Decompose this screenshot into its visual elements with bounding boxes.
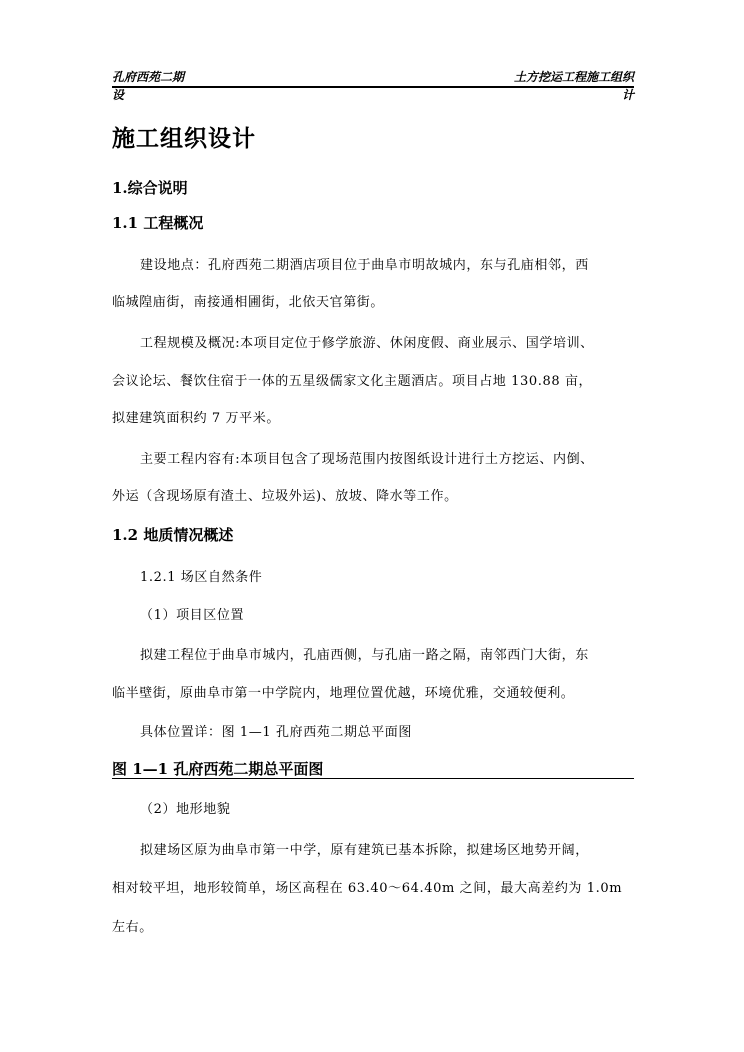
header-left-line2: 设 — [112, 88, 125, 102]
figure-caption: 图 1—1 孔府西苑二期总平面图 — [112, 760, 324, 778]
paragraph-line: 拟建工程位于曲阜市城内，孔庙西侧，与孔庙一路之隔，南邻西门大街，东 — [140, 648, 589, 663]
section-heading-1-2: 1.2 地质情况概述 — [112, 526, 234, 544]
paragraph-line: 临城隍庙街，南接通相圃街，北依天官第街。 — [112, 295, 385, 310]
paragraph-line: 建设地点：孔府西苑二期酒店项目位于曲阜市明故城内，东与孔庙相邻，西 — [140, 258, 589, 273]
paragraph-line: 主要工程内容有:本项目包含了现场范围内按图纸设计进行土方挖运、内倒、 — [140, 452, 594, 467]
header-right-line1: 土方挖运工程施工组织 — [513, 70, 634, 84]
paragraph-line: 会议论坛、餐饮住宿于一体的五星级儒家文化主题酒店。项目占地 130.88 亩， — [112, 374, 593, 389]
figure-reference: 具体位置详：图 1—1 孔府西苑二期总平面图 — [140, 725, 413, 740]
header-left-line1: 孔府西苑二期 — [112, 70, 185, 84]
list-item-heading: （2）地形地貌 — [140, 802, 231, 817]
section-heading-1: 1.综合说明 — [112, 179, 188, 197]
paragraph-line: 工程规模及概况:本项目定位于修学旅游、休闲度假、商业展示、国学培训、 — [140, 336, 594, 351]
header-right-line2: 计 — [621, 88, 634, 102]
paragraph-line: 相对较平坦，地形较简单，场区高程在 63.40～64.40m 之间，最大高差约为 1.0m — [112, 881, 623, 896]
document-title: 施工组织设计 — [112, 125, 256, 152]
section-heading-1-1: 1.1 工程概况 — [112, 214, 204, 232]
paragraph-line: 左右。 — [112, 920, 153, 935]
header-divider — [112, 86, 634, 88]
figure-caption-underline — [112, 778, 634, 779]
paragraph-line: 外运（含现场原有渣土、垃圾外运)、放坡、降水等工作。 — [112, 489, 458, 504]
paragraph-line: 临半壁街，原曲阜市第一中学院内，地理位置优越，环境优雅，交通较便利。 — [112, 686, 575, 701]
list-item-heading: （1）项目区位置 — [140, 608, 245, 623]
subsection-heading-1-2-1: 1.2.1 场区自然条件 — [140, 570, 263, 585]
paragraph-line: 拟建建筑面积约 7 万平米。 — [112, 411, 280, 426]
paragraph-line: 拟建场区原为曲阜市第一中学，原有建筑已基本拆除，拟建场区地势开阔， — [140, 843, 589, 858]
